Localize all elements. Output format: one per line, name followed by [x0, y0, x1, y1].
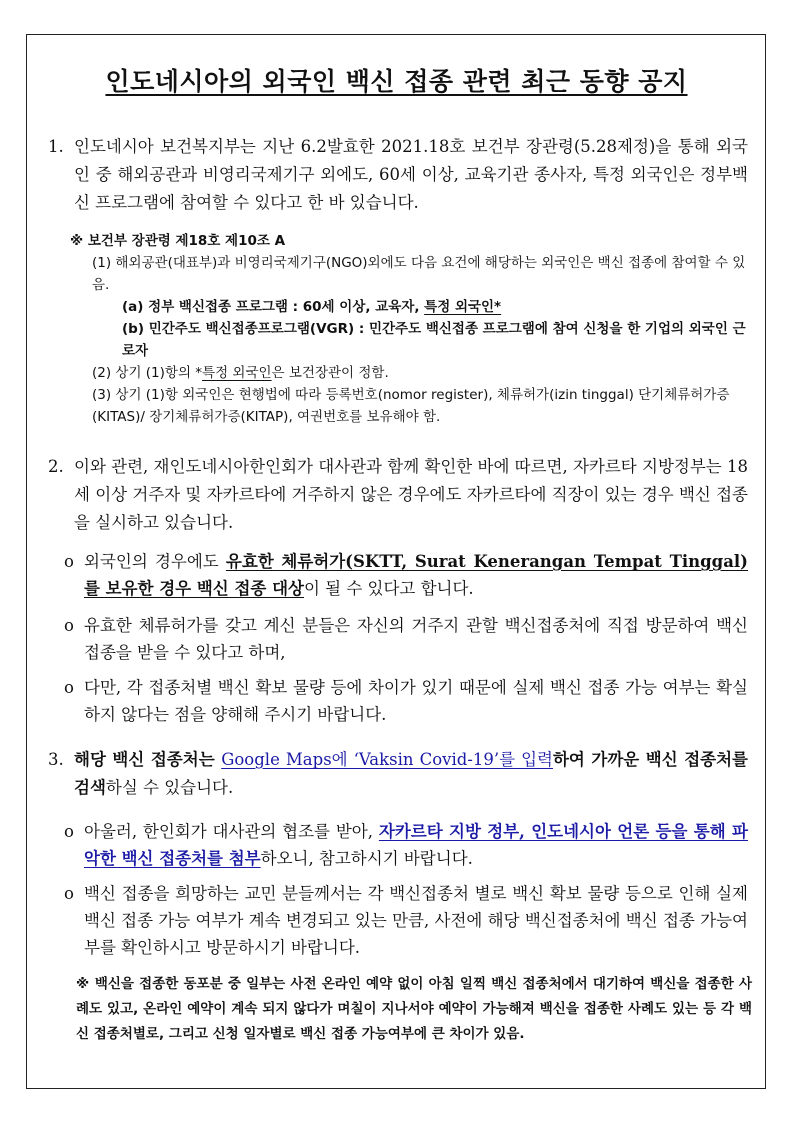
section-2-bullet-2	[64, 612, 748, 666]
regulation-item-1a-underlined: 특정 외국인*	[424, 299, 502, 315]
section-2-bullet-3	[64, 674, 748, 728]
bullet-marker: o	[64, 678, 74, 697]
page-title-text: 인도네시아의 외국인 백신 접종 관련 최근 동향 공지	[105, 67, 688, 96]
regulation-item-2-pre: (2) 상기 (1)항의 *	[92, 365, 203, 381]
section-2-bullet-3-text: 다만, 각 접종처별 백신 확보 물량 등에 차이가 있기 때문에 실제 백신 접종 가능 여부는 확실하지 않다는 점을 양해해 주시기 바랍니다.	[84, 678, 748, 724]
google-maps-link[interactable]: Google Maps에 ‘Vaksin Covid-19’를 입력	[221, 750, 553, 769]
section-3-bullet-2	[64, 880, 748, 961]
section-1	[48, 133, 748, 217]
regulation-item-2-underlined: 특정 외국인	[202, 365, 272, 381]
section-3-bullet-1	[64, 818, 748, 872]
bullet-1-pre: 외국인의 경우에도	[84, 552, 226, 571]
regulation-item-2-post: 은 보건장관이 정함.	[271, 365, 389, 381]
section-3-bullet-1-pre: 아울러, 한인회가 대사관의 협조를 받아,	[84, 822, 379, 841]
regulation-item-1: (1) 해외공관(대표부)과 비영리국제기구(NGO)외에도 다음 요건에 해당하는 외국인은 백신 접종에 참여할 수 있음.	[92, 255, 746, 293]
section-3-bullet-2-text: 백신 접종을 희망하는 교민 분들께서는 각 백신접종처 별로 백신 확보 물량 등으로 인해 실제 백신 접종 가능 여부가 계속 변경되고 있는 만큼, 사전에 해당 백신접종처에 백신 접종 가능여부를 확인하시고 방문하시기 바랍니다.	[84, 884, 748, 957]
regulation-heading: ※ 보건부 장관령 제18호 제10조 A	[70, 233, 286, 249]
section-3-bold-2: 하여 가까운 백신 접종처를 검색	[74, 750, 748, 797]
section-2-number: 2.	[48, 457, 64, 476]
section-1-number: 1.	[48, 137, 64, 156]
section-3-note: ※ 백신을 접종한 동포분 중 일부는 사전 온라인 예약 없이 아침 일찍 백신 접종처에서 대기하여 백신을 접종한 사례도 있고, 온라인 예약이 계속 되지 않다가 며칠이 지나서야 예약이 가능해져 백신을 접종한 사례도 있는 등 각 백신 접종처별로, 그리고 신청 일자별로 백신 접종 가능여부에 큰 차이가 있음.	[76, 976, 752, 1042]
page-title	[0, 62, 793, 98]
section-2-bullet-1-text	[64, 548, 748, 602]
bullet-marker: o	[64, 552, 74, 571]
regulation-item-1b: (b) 민간주도 백신접종프로그램(VGR) : 민간주도 백신접종 프로그램에 참여 신청을 한 기업의 외국인 근로자	[122, 321, 746, 359]
section-3-bullet-1-text	[64, 818, 748, 872]
section-2-text: 이와 관련, 재인도네시아한인회가 대사관과 함께 확인한 바에 따르면, 자카르타 지방정부는 18세 이상 거주자 및 자카르타에 거주하지 않은 경우에도 자카르타에 직장이 있는 경우 백신 접종을 실시하고 있습니다.	[74, 457, 748, 532]
attachment-link[interactable]: 자카르타 지방 정부, 인도네시아 언론 등을 통해 파악한 백신 접종처를 첨부	[84, 822, 748, 868]
bullet-marker: o	[64, 822, 74, 841]
section-3-number: 3.	[48, 750, 64, 769]
section-3	[48, 746, 748, 802]
section-2-bullet-2-text: 유효한 체류허가를 갖고 계신 분들은 자신의 거주지 관할 백신접종처에 직접 방문하여 백신 접종을 받을 수 있다고 하며,	[84, 616, 748, 662]
section-3-post: 하실 수 있습니다.	[105, 778, 234, 797]
regulation-item-1a	[70, 296, 750, 318]
bullet-marker: o	[64, 884, 74, 903]
regulation-item-3: (3) 상기 (1)항 외국인은 현행법에 따라 등록번호(nomor register), 체류허가(izin tinggal) 단기체류허가증(KITAS)/ 장기체류허가증(KITAP), 여권번호를 보유해야 함.	[92, 387, 730, 425]
bullet-marker: o	[64, 616, 74, 635]
section-2	[48, 453, 748, 537]
section-1-text: 인도네시아 보건복지부는 지난 6.2발효한 2021.18호 보건부 장관령(5.28제정)을 통해 외국인 중 해외공관과 비영리국제기구 외에도, 60세 이상, 교육기관 종사자, 특정 외국인은 정부백신 프로그램에 참여할 수 있다고 한 바 있습니다.	[74, 137, 748, 212]
section-2-bullet-1	[64, 548, 748, 602]
section-3-bullet-1-post: 하오니, 참고하시기 바랍니다.	[260, 849, 473, 868]
regulation-note	[70, 230, 750, 428]
bullet-1-post: 이 될 수 있다고 합니다.	[304, 579, 474, 598]
regulation-item-1a-text: (a) 정부 백신접종 프로그램 : 60세 이상, 교육자,	[122, 299, 425, 315]
bullet-1-emphasis: 유효한 체류허가(SKTT, Surat Kenerangan Tempat Tinggal)를 보유한 경우 백신 접종 대상	[84, 552, 748, 598]
section-3-bold-1: 해당 백신 접종처는	[74, 750, 222, 769]
section-3-text	[48, 746, 748, 802]
regulation-item-2	[70, 362, 750, 384]
